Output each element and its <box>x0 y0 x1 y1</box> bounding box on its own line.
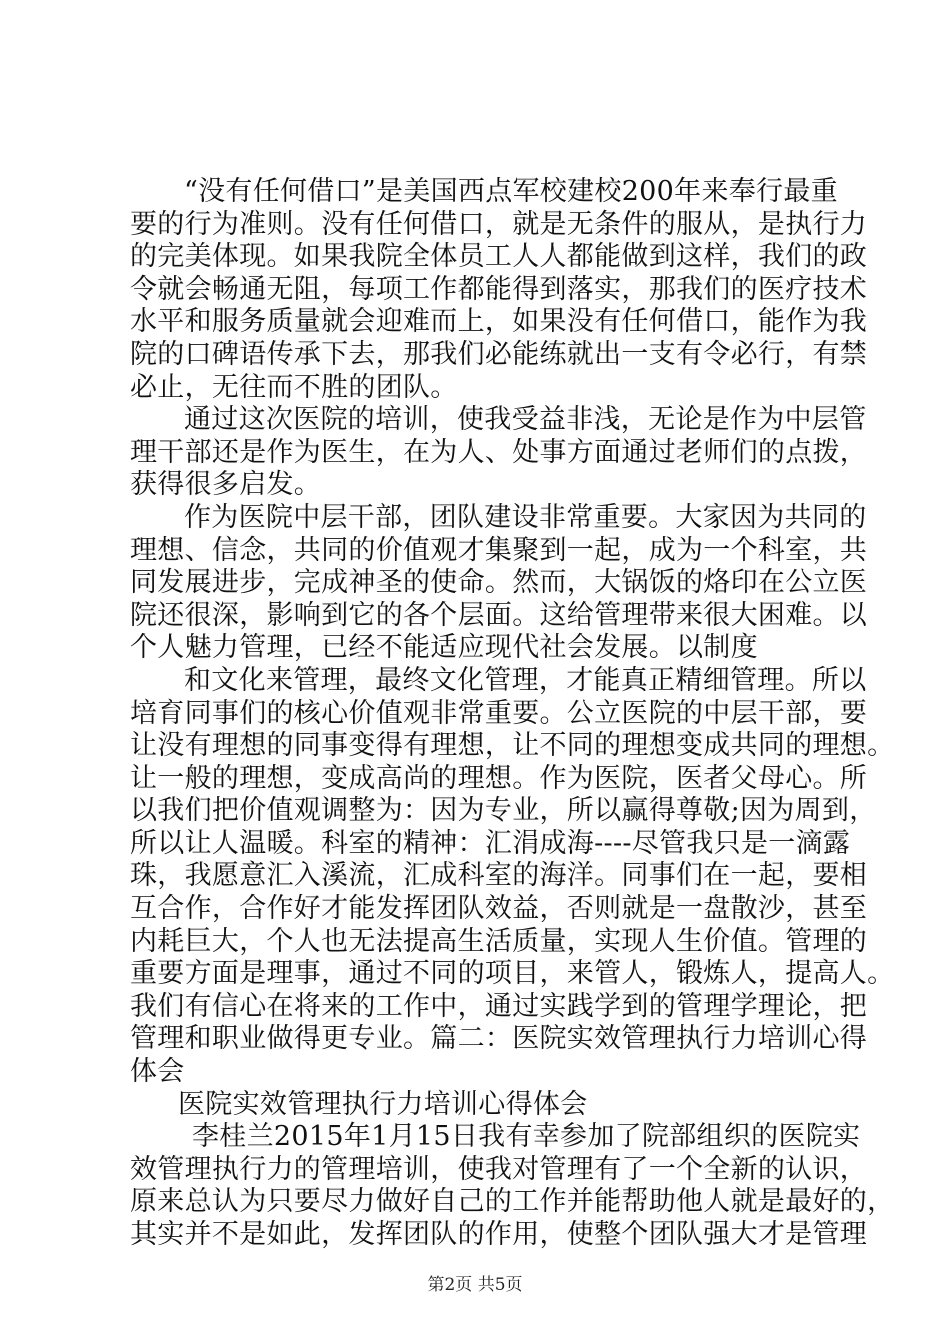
paragraph-3-line-3: 同发展进步，完成神圣的使命。然而，大锅饭的烙印在公立医 <box>130 567 868 599</box>
paragraph-4-line-5: 以我们把价值观调整为：因为专业，所以赢得尊敬;因为周到， <box>130 795 877 827</box>
paragraph-3-line-5: 个人魅力管理，已经不能适应现代社会发展。以制度 <box>130 632 758 664</box>
paragraph-5-line-3: 原来总认为只要尽力做好自己的工作并能帮助他人就是最好的， <box>130 1186 895 1218</box>
paragraph-1-line-6: 院的口碑语传承下去，那我们必能练就出一支有令必行，有禁 <box>130 338 868 370</box>
document-body <box>130 176 895 1252</box>
section-heading: 医院实效管理执行力培训心得体会 <box>178 1088 588 1120</box>
paragraph-1-line-7: 必止，无往而不胜的团队。 <box>130 371 458 403</box>
paragraph-3-line-1: 作为医院中层干部，团队建设非常重要。大家因为共同的 <box>184 501 867 533</box>
paragraph-4-line-4: 让一般的理想，变成高尚的理想。作为医院，医者父母心。所 <box>130 762 868 794</box>
paragraph-4-line-2: 培育同事们的核心价值观非常重要。公立医院的中层干部，要 <box>130 697 868 729</box>
paragraph-1-line-1: “没有任何借口”是美国西点军校建校200年来奉行最重 <box>184 176 838 207</box>
paragraph-2-line-1: 通过这次医院的培训，使我受益非浅，无论是作为中层管 <box>184 404 867 436</box>
paragraph-3-line-2: 理想、信念，共同的价值观才集聚到一起，成为一个科室，共 <box>130 534 868 566</box>
paragraph-4-line-11: 我们有信心在将来的工作中，通过实践学到的管理学理论，把 <box>130 990 868 1022</box>
paragraph-4-line-13: 体会 <box>130 1056 185 1088</box>
paragraph-1-line-4: 令就会畅通无阻，每项工作都能得到落实，那我们的医疗技术 <box>130 273 868 305</box>
paragraph-1-line-2: 要的行为准则。没有任何借口，就是无条件的服从，是执行力 <box>130 208 868 240</box>
paragraph-4-line-8: 互合作，合作好才能发挥团队效益，否则就是一盘散沙，甚至 <box>130 893 868 925</box>
paragraph-4-line-10: 重要方面是理事，通过不同的项目，来管人，锻炼人，提高人。 <box>130 958 895 990</box>
paragraph-4-line-1: 和文化来管理，最终文化管理，才能真正精细管理。所以 <box>184 664 867 696</box>
paragraph-2-line-2: 理干部还是作为医生，在为人、处事方面通过老师们的点拨， <box>130 436 868 468</box>
paragraph-4-line-7: 珠，我愿意汇入溪流，汇成科室的海洋。同事们在一起，要相 <box>130 860 868 892</box>
paragraph-2-line-3: 获得很多启发。 <box>130 469 322 501</box>
paragraph-5-line-4: 其实并不是如此，发挥团队的作用，使整个团队强大才是管理 <box>130 1219 868 1250</box>
paragraph-3-line-4: 院还很深，影响到它的各个层面。这给管理带来很大困难。以 <box>130 599 868 631</box>
page-number-footer: 第2页 共5页 <box>427 1275 523 1295</box>
paragraph-4-line-6: 所以让人温暖。科室的精神：汇涓成海----尽管我只是一滴露 <box>130 827 851 859</box>
paragraph-4-line-12: 管理和职业做得更专业。篇二：医院实效管理执行力培训心得 <box>130 1023 868 1055</box>
paragraph-1-line-5: 水平和服务质量就会迎难而上，如果没有任何借口，能作为我 <box>130 306 868 338</box>
paragraph-4-line-9: 内耗巨大，个人也无法提高生活质量，实现人生价值。管理的 <box>130 925 868 957</box>
paragraph-5-line-2: 效管理执行力的管理培训，使我对管理有了一个全新的认识， <box>130 1153 868 1185</box>
paragraph-5-line-1: 李桂兰2015年1月15日我有幸参加了院部组织的医院实 <box>192 1121 861 1153</box>
paragraph-1-line-3: 的完美体现。如果我院全体员工人人都能做到这样，我们的政 <box>130 241 868 273</box>
paragraph-4-line-3: 让没有理想的同事变得有理想，让不同的理想变成共同的理想。 <box>130 730 895 762</box>
